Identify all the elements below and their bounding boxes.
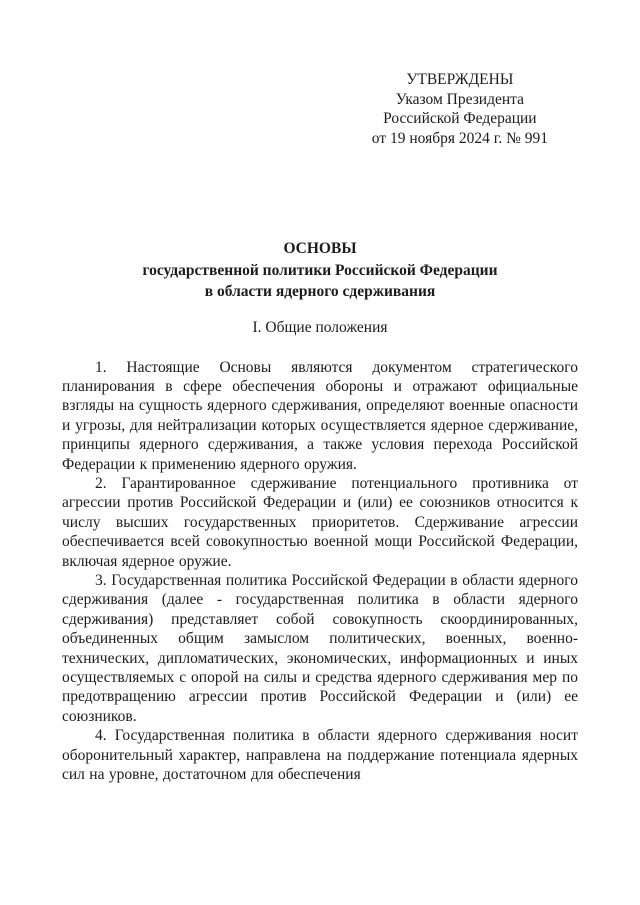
document-body — [62, 358, 578, 785]
document-title — [62, 238, 578, 303]
paragraph: 3. Государственная политика Российской Федерации в области ядерного сдерживания (далее - государственная политика в области ядерного сдерживания) представляет собой совокупность скоординированных, объединенных общим замыслом политических, военных, военно-технических, дипломатических, экономических, информационных и иных осуществляемых с опорой на силы и средства ядерного сдерживания мер по предотвращению агрессии против Российской Федерации и (или) ее союзников. — [62, 571, 578, 725]
approval-line: УТВЕРЖДЕНЫ — [406, 71, 514, 88]
approval-block — [372, 70, 548, 148]
title-line: государственной политики Российской Федерации — [142, 261, 498, 279]
section-heading: I. Общие положения — [252, 318, 388, 336]
approval-line: Российской Федерации — [383, 110, 537, 127]
paragraph: 1. Настоящие Основы являются документом стратегического планирования в сфере обеспечения обороны и отражают официальные взгляды на сущность ядерного сдерживания, определяют военные опасности и угрозы, для нейтрализации которых осуществляется ядерное сдерживание, принципы ядерного сдерживания, а также условия перехода Российской Федерации к применению ядерного оружия. — [62, 358, 578, 473]
title-line: в области ядерного сдерживания — [204, 283, 436, 300]
paragraph: 4. Государственная политика в области ядерного сдерживания носит оборонительный характер, направлена на поддержание потенциала ядерных сил на уровне, достаточном для обеспечения — [62, 727, 578, 784]
approval-line: Указом Президента — [395, 90, 525, 108]
title-line: ОСНОВЫ — [283, 240, 357, 257]
approval-line: от 19 ноября 2024 г. № 991 — [371, 129, 548, 147]
paragraph: 2. Гарантированное сдерживание потенциального противника от агрессии против Российской Федерации и (или) ее союзников относится к числу высших государственных приоритетов. Сдерживание агрессии обеспечивается всей совокупностью военной мощи Российской Федерации, включая ядерное оружие. — [62, 474, 578, 570]
